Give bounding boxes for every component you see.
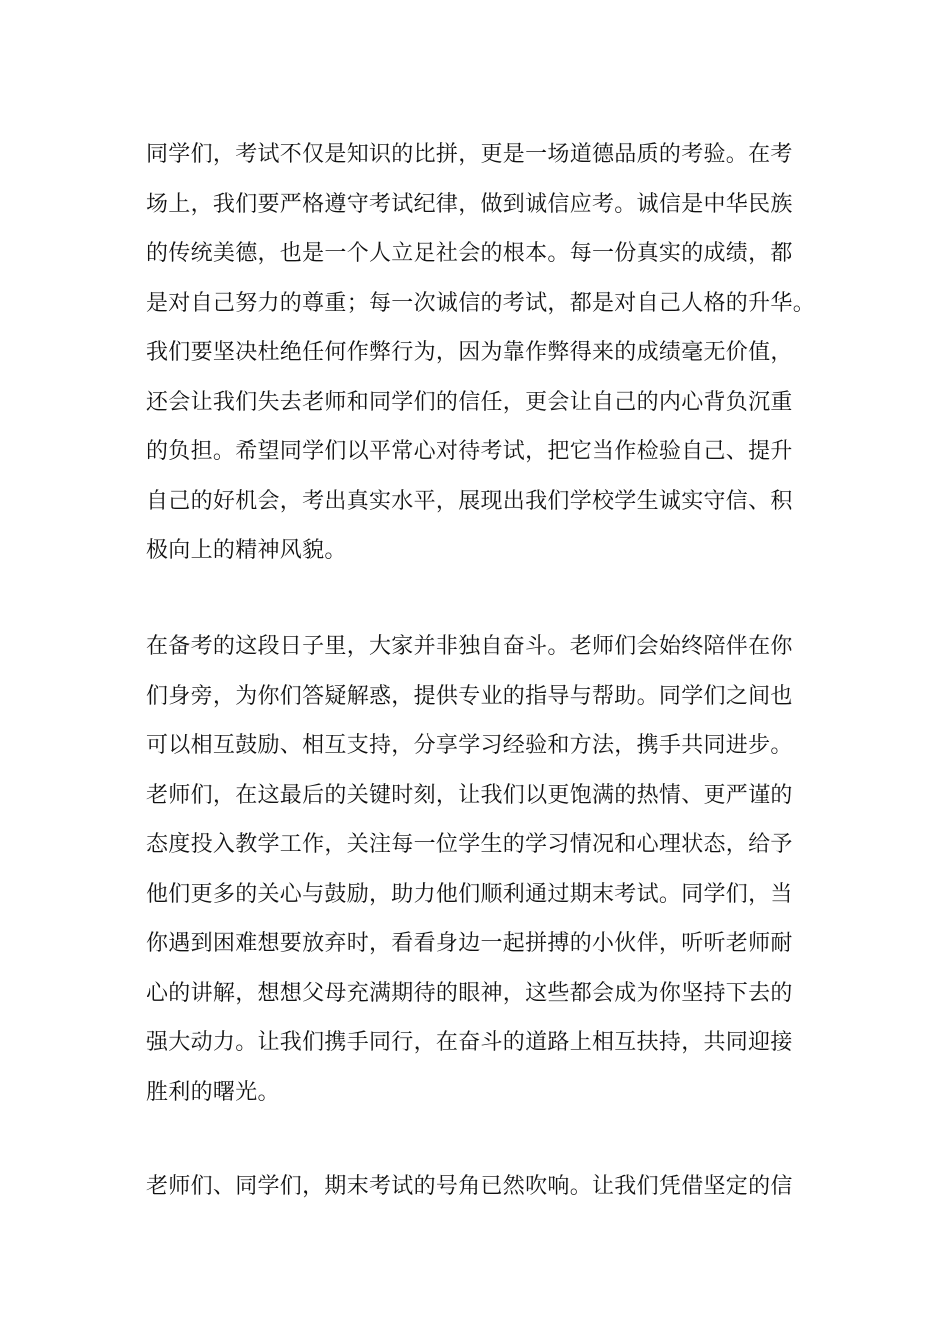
text-line: 的负担。希望同学们以平常心对待考试，把它当作检验自己、提升 bbox=[146, 439, 793, 464]
text-line: 强大动力。让我们携手同行，在奋斗的道路上相互扶持，共同迎接 bbox=[146, 1030, 793, 1055]
paragraph-support bbox=[146, 622, 816, 1117]
text-line: 的传统美德，也是一个人立足社会的根本。每一份真实的成绩，都 bbox=[146, 241, 793, 266]
text-line: 极向上的精神风貌。 bbox=[146, 538, 347, 563]
text-line: 在备考的这段日子里，大家并非独自奋斗。老师们会始终陪伴在你 bbox=[146, 634, 793, 659]
text-line: 我们要坚决杜绝任何作弊行为，因为靠作弊得来的成绩毫无价值， bbox=[146, 340, 793, 365]
paragraph-closing bbox=[146, 1162, 816, 1212]
text-line: 你遇到困难想要放弃时，看看身边一起拼搏的小伙伴，听听老师耐 bbox=[146, 931, 793, 956]
text-line: 还会让我们失去老师和同学们的信任，更会让自己的内心背负沉重 bbox=[146, 389, 793, 415]
text-line: 他们更多的关心与鼓励，助力他们顺利通过期末考试。同学们，当 bbox=[146, 881, 793, 907]
text-line: 同学们，考试不仅是知识的比拼，更是一场道德品质的考验。在考 bbox=[146, 142, 793, 167]
text-line: 可以相互鼓励、相互支持，分享学习经验和方法，携手共同进步。 bbox=[146, 733, 793, 758]
text-line: 自己的好机会，考出真实水平，展现出我们学校学生诚实守信、积 bbox=[146, 488, 793, 514]
text-line: 态度投入教学工作，关注每一位学生的学习情况和心理状态，给予 bbox=[146, 832, 793, 857]
text-line: 心的讲解，想想父母充满期待的眼神，这些都会成为你坚持下去的 bbox=[146, 980, 793, 1006]
text-line: 老师们，在这最后的关键时刻，让我们以更饱满的热情、更严谨的 bbox=[146, 782, 793, 808]
text-line: 们身旁，为你们答疑解惑，提供专业的指导与帮助。同学们之间也 bbox=[146, 683, 793, 709]
text-line: 老师们、同学们，期末考试的号角已然吹响。让我们凭借坚定的信 bbox=[146, 1174, 793, 1199]
text-line: 胜利的曙光。 bbox=[146, 1079, 280, 1105]
text-line: 场上，我们要严格遵守考试纪律，做到诚信应考。诚信是中华民族 bbox=[146, 191, 793, 217]
text-line: 是对自己努力的尊重；每一次诚信的考试，都是对自己人格的升华。 bbox=[146, 290, 816, 316]
paragraph-integrity bbox=[146, 130, 816, 576]
